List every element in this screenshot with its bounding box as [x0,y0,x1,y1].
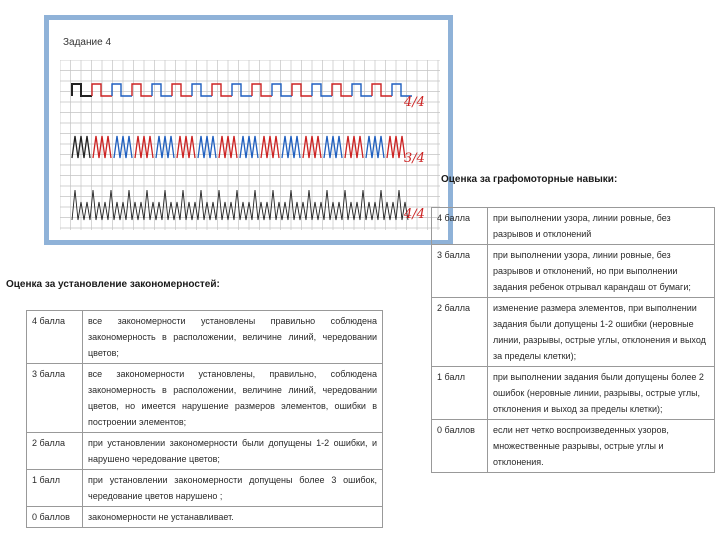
table-row [27,507,383,528]
square-pattern-segment [172,84,192,96]
criteria-cell: при установлении закономерности были допущены 1-2 ошибки, и нарушено чередование цветов; [83,433,383,470]
table-row [27,311,383,364]
square-pattern-segment [292,84,312,96]
criteria-cell: при выполнении задания были допущены более 2 ошибок (неровные линии, разрывы, острые углы, отклонения и выход за пределы клетки); [488,367,715,420]
regularity-heading: Оценка за установление закономерностей: [6,279,220,290]
criteria-cell: при выполнении узора, линии ровные, без разрывов и отклонений, но при выполнении задания ребенок отрывал карандаш от бумаги; [488,245,715,298]
wave-pattern [72,190,408,220]
square-pattern-segment [112,84,132,96]
score-cell: 0 баллов [432,420,488,473]
score-cell: 2 балла [27,433,83,470]
task-title: Задание 4 [63,37,112,48]
square-pattern-segment [352,84,372,96]
table-row [27,433,383,470]
table-row [432,367,715,420]
table-row [432,420,715,473]
square-pattern-segment [252,84,272,96]
criteria-cell: при выполнении узора, линии ровные, без разрывов и отклонений [488,208,715,245]
grade-mark: 4/4 [404,207,425,222]
grapho-score-table [431,207,715,473]
task-image-frame [44,15,453,245]
score-cell: 2 балла [432,298,488,367]
score-cell: 4 балла [27,311,83,364]
table-row [432,208,715,245]
square-pattern-segment [272,84,292,96]
table-row [432,298,715,367]
pattern-grid-sheet [60,60,440,230]
criteria-cell: закономерности не устанавливает. [83,507,383,528]
grapho-heading: Оценка за графомоторные навыки: [441,174,618,185]
criteria-cell: если нет четко воспроизведенных узоров, множественные разрывы, острые углы и отклонения. [488,420,715,473]
score-cell: 4 балла [432,208,488,245]
square-pattern-segment [72,84,92,96]
square-pattern-segment [192,84,212,96]
score-cell: 1 балл [27,470,83,507]
square-pattern-segment [312,84,332,96]
square-pattern-segment [332,84,352,96]
regularity-score-table [26,310,383,528]
grade-mark: 3/4 [404,151,425,166]
score-cell: 0 баллов [27,507,83,528]
score-cell: 1 балл [432,367,488,420]
criteria-cell: при установлении закономерности допущены более 3 ошибок, чередование цветов нарушено ; [83,470,383,507]
score-cell: 3 балла [27,364,83,433]
criteria-cell: изменение размера элементов, при выполнении задания были допущены 1-2 ошибки (неровные линии, разрывы, острые углы, отклонения и выход за пределы клетки); [488,298,715,367]
grade-mark: 4/4 [404,95,425,110]
table-row [432,245,715,298]
square-pattern-segment [212,84,232,96]
table-row [27,364,383,433]
score-cell: 3 балла [432,245,488,298]
criteria-cell: все закономерности установлены, правильно, соблюдена закономерность в расположении, величине линий, чередовании цветов, но имеется нарушение размеров элементов, ошибки в построении элементов; [83,364,383,433]
criteria-cell: все закономерности установлены правильно соблюдена закономерность в расположении, величине линий, чередовании цветов; [83,311,383,364]
table-row [27,470,383,507]
square-pattern-segment [132,84,152,96]
square-pattern-segment [152,84,172,96]
